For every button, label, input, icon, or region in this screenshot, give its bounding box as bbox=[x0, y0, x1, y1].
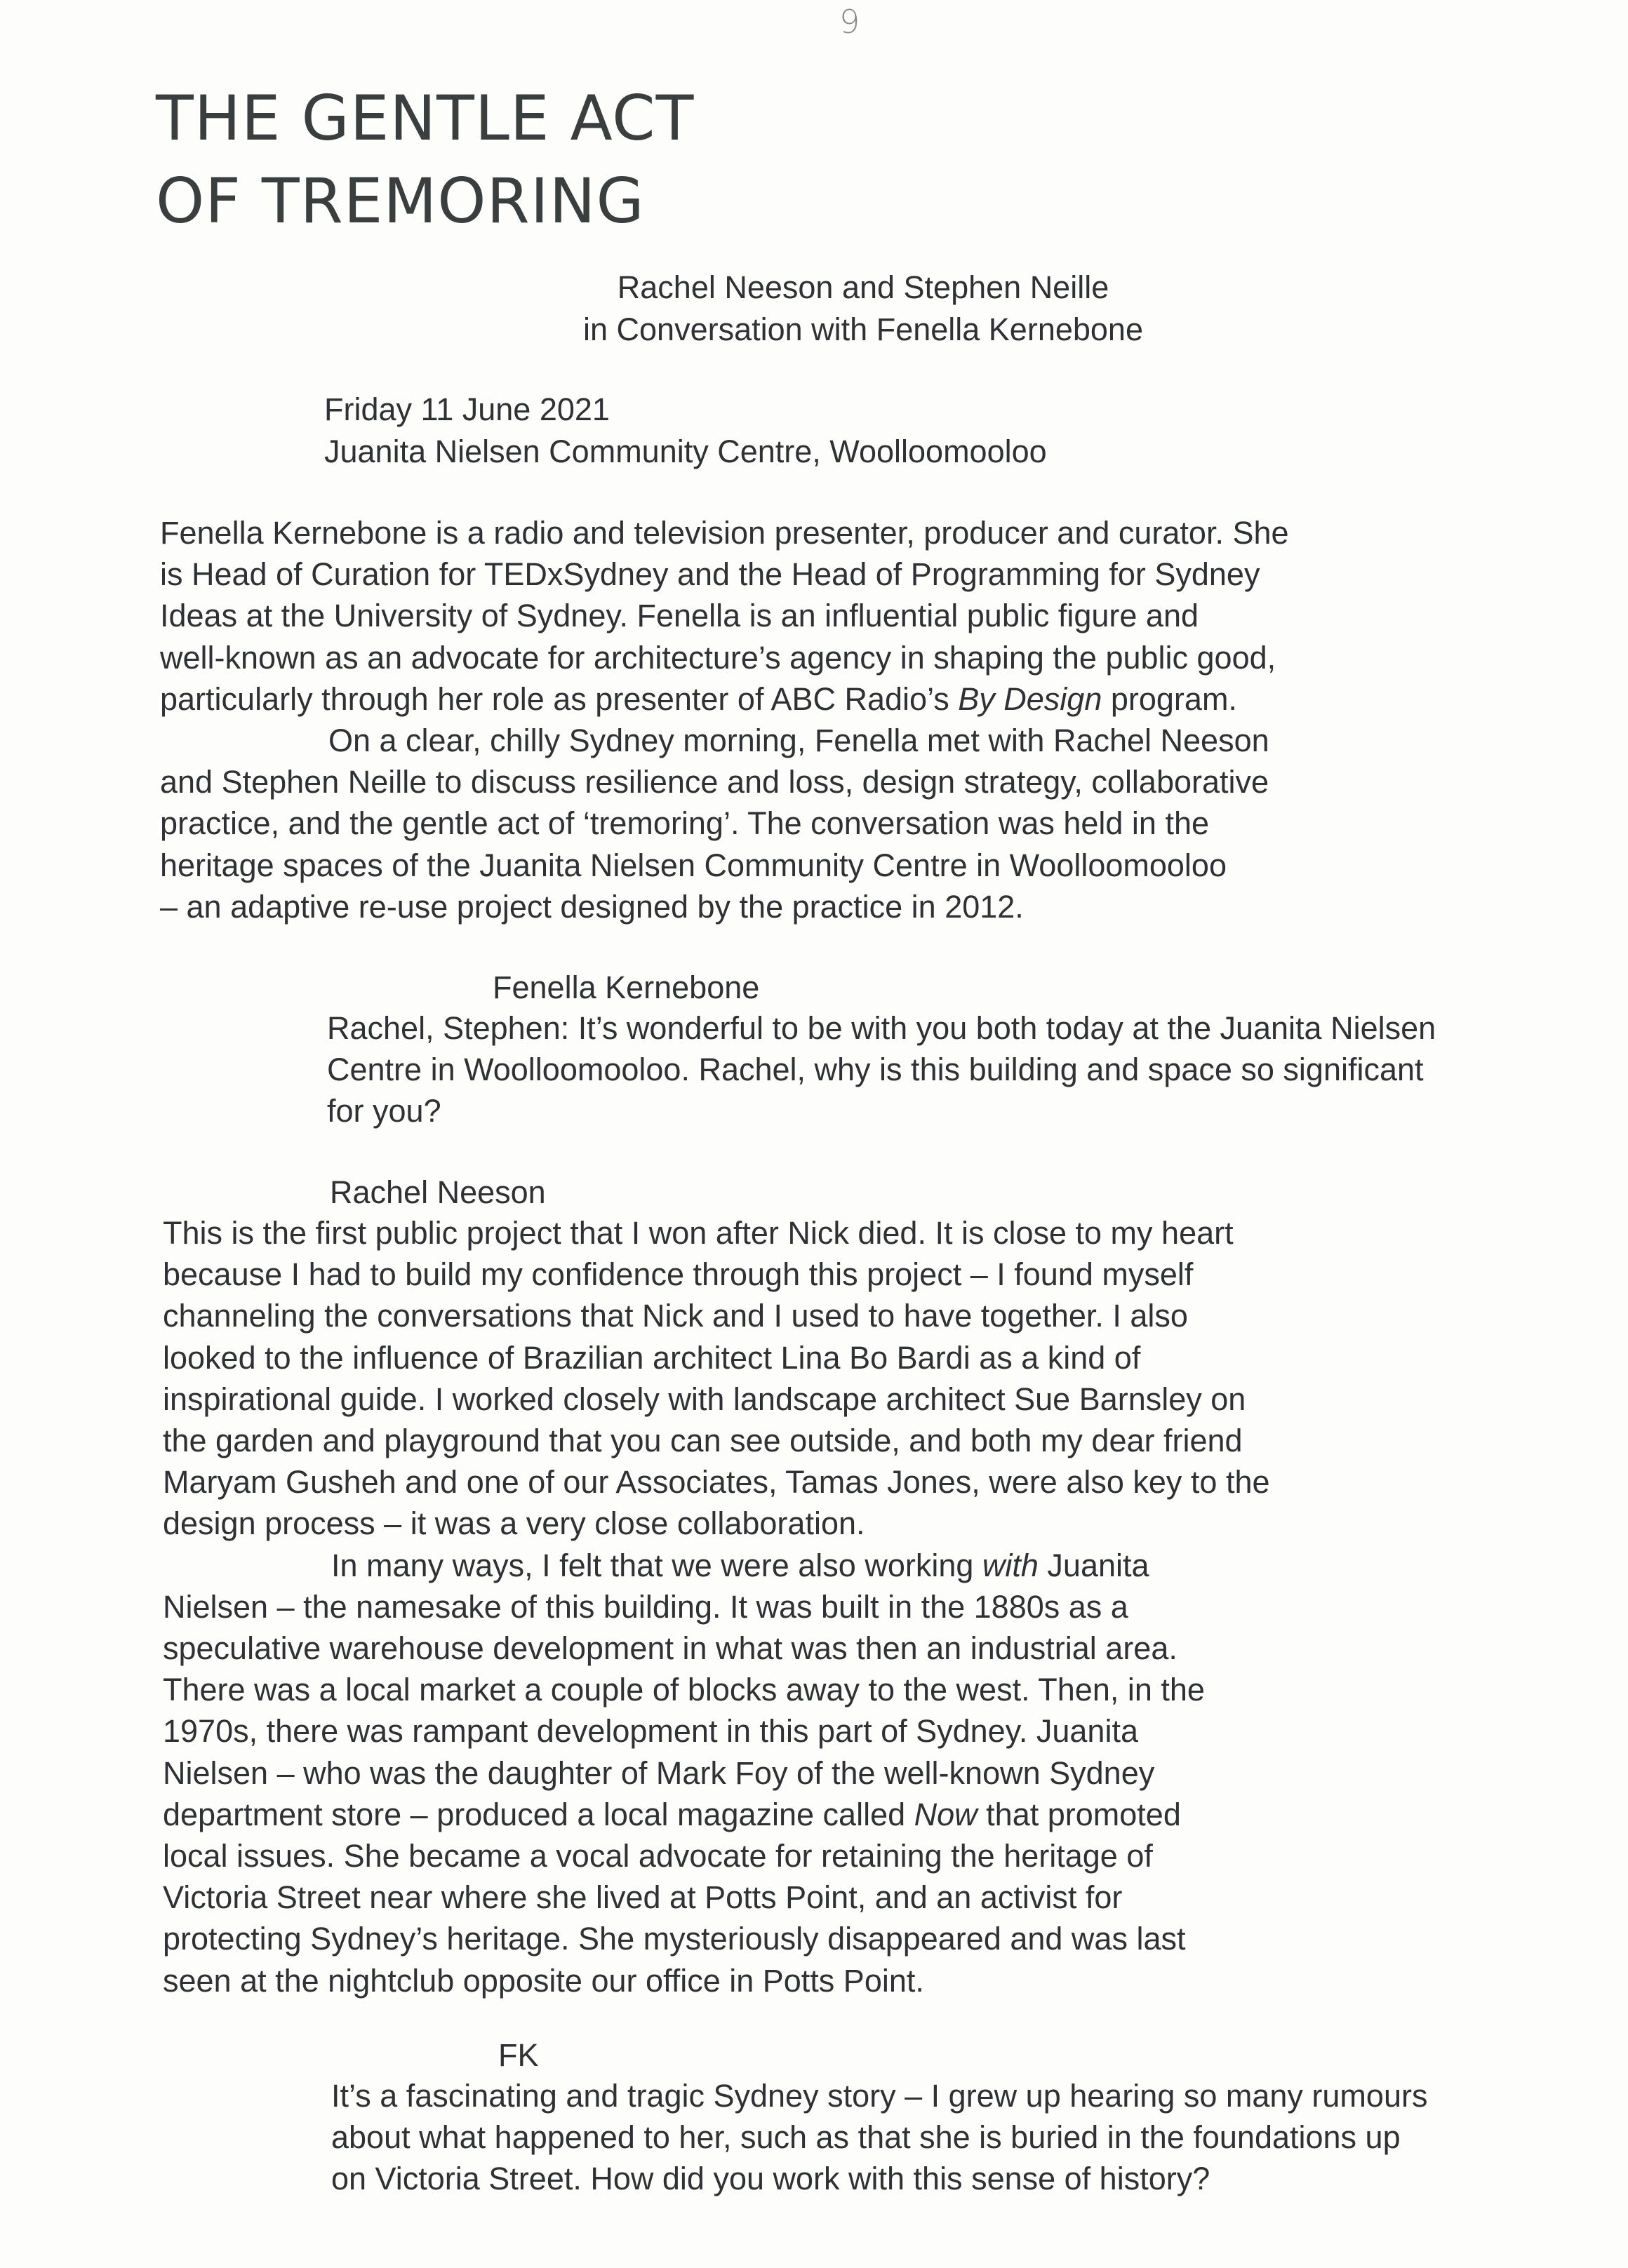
speaker-name: Fenella Kernebone bbox=[493, 969, 760, 1005]
intro-text bbox=[160, 512, 1289, 927]
dialogue-line: Nielsen – the namesake of this building. It was built in the 1880s as a bbox=[163, 1588, 1128, 1625]
dialogue-line: Rachel, Stephen: It’s wonderful to be with you both today at the Juanita Nielsen bbox=[327, 1010, 1436, 1046]
intro-line: is Head of Curation for TEDxSydney and the Head of Programming for Sydney bbox=[160, 556, 1260, 593]
dialogue-line: the garden and playground that you can see outside, and both my dear friend bbox=[163, 1423, 1243, 1459]
dialogue-line: protecting Sydney’s heritage. She mysteriously disappeared and was last bbox=[163, 1921, 1186, 1957]
dialogue-line: It’s a fascinating and tragic Sydney story – I grew up hearing so many rumours bbox=[331, 2078, 1428, 2114]
dialogue-line: inspirational guide. I worked closely with landscape architect Sue Barnsley on bbox=[163, 1381, 1246, 1417]
dialogue-line: about what happened to her, such as that she is buried in the foundations up bbox=[331, 2119, 1401, 2156]
intro-line: heritage spaces of the Juanita Nielsen Community Centre in Woolloomooloo bbox=[160, 847, 1227, 883]
dialogue-line: This is the first public project that I won after Nick died. It is close to my heart bbox=[163, 1215, 1234, 1251]
intro-line: – an adaptive re-use project designed by the practice in 2012. bbox=[160, 888, 1024, 925]
speaker-text bbox=[163, 1212, 1270, 2001]
dialogue-line: for you? bbox=[327, 1093, 441, 1129]
byline-conversation: in Conversation with Fenella Kernebone bbox=[583, 311, 1143, 347]
intro-line: Fenella Kernebone is a radio and television presenter, producer and curator. She bbox=[160, 515, 1289, 551]
dialogue-line: channeling the conversations that Nick and I used to have together. I also bbox=[163, 1298, 1188, 1334]
byline-authors: Rachel Neeson and Stephen Neille bbox=[617, 269, 1109, 305]
page-number: 9 bbox=[839, 3, 860, 41]
intro-line: On a clear, chilly Sydney morning, Fenella met with Rachel Neeson bbox=[328, 723, 1269, 759]
intro-line bbox=[160, 678, 1289, 720]
dialogue-line: because I had to build my confidence through this project – I found myself bbox=[163, 1256, 1194, 1293]
dialogue-line: on Victoria Street. How did you work with this sense of history? bbox=[331, 2161, 1210, 2197]
dialogue-line: seen at the nightclub opposite our office in Potts Point. bbox=[163, 1962, 924, 1999]
intro-line: practice, and the gentle act of ‘tremoring’. The conversation was held in the bbox=[160, 805, 1210, 842]
page-title bbox=[156, 77, 694, 243]
intro-line: well-known as an advocate for architecture’s agency in shaping the public good, bbox=[160, 639, 1276, 676]
dialogue-line: design process – it was a very close collaboration. bbox=[163, 1505, 865, 1542]
event-date: Friday 11 June 2021 bbox=[324, 391, 610, 427]
intro-line: Ideas at the University of Sydney. Fenella is an influential public figure and bbox=[160, 598, 1199, 634]
dialogue-line-segment: department store – produced a local magazine called bbox=[163, 1796, 914, 1832]
dialogue-line: speculative warehouse development in what was then an industrial area. bbox=[163, 1630, 1177, 1667]
dialogue-line-segment: that promoted bbox=[977, 1796, 1181, 1832]
title-line-1: THE GENTLE ACT bbox=[156, 82, 695, 154]
intro-line-segment: particularly through her role as presenter of ABC Radio’s bbox=[160, 680, 959, 717]
intro-line: and Stephen Neille to discuss resilience and loss, design strategy, collaborative bbox=[160, 764, 1269, 800]
dialogue-line: Victoria Street near where she lived at Potts Point, and an activist for bbox=[163, 1879, 1123, 1916]
dialogue-line bbox=[163, 1545, 1270, 1586]
magazine-name: Now bbox=[914, 1796, 978, 1832]
emphasis-with: with bbox=[982, 1547, 1039, 1583]
program-name: By Design bbox=[958, 680, 1102, 717]
dialogue-line: Nielsen – who was the daughter of Mark Foy of the well-known Sydney bbox=[163, 1754, 1155, 1791]
title-line-2: OF TREMORING bbox=[156, 165, 645, 237]
dialogue-line: 1970s, there was rampant development in this part of Sydney. Juanita bbox=[163, 1713, 1138, 1750]
dialogue-line: There was a local market a couple of blocks away to the west. Then, in the bbox=[163, 1672, 1205, 1708]
dialogue-line: Centre in Woolloomooloo. Rachel, why is this building and space so significant bbox=[327, 1052, 1424, 1088]
speaker-name: Rachel Neeson bbox=[330, 1174, 546, 1210]
event-location: Juanita Nielsen Community Centre, Woolloomooloo bbox=[324, 434, 1047, 469]
dialogue-line: looked to the influence of Brazilian architect Lina Bo Bardi as a kind of bbox=[163, 1339, 1141, 1376]
event-details bbox=[324, 389, 1047, 473]
dialogue-line-segment: Juanita bbox=[1038, 1547, 1149, 1583]
dialogue-line: local issues. She became a vocal advocate for retaining the heritage of bbox=[163, 1838, 1153, 1874]
byline bbox=[0, 267, 1628, 351]
dialogue-line-segment: In many ways, I felt that we were also working bbox=[331, 1547, 982, 1583]
intro-line-segment: program. bbox=[1102, 680, 1237, 717]
speaker-name: FK bbox=[498, 2037, 539, 2073]
dialogue-line: Maryam Gusheh and one of our Associates, Tamas Jones, were also key to the bbox=[163, 1464, 1270, 1501]
speaker-text bbox=[331, 2075, 1427, 2200]
dialogue-line bbox=[163, 1794, 1270, 1835]
speaker-text bbox=[327, 1007, 1436, 1132]
